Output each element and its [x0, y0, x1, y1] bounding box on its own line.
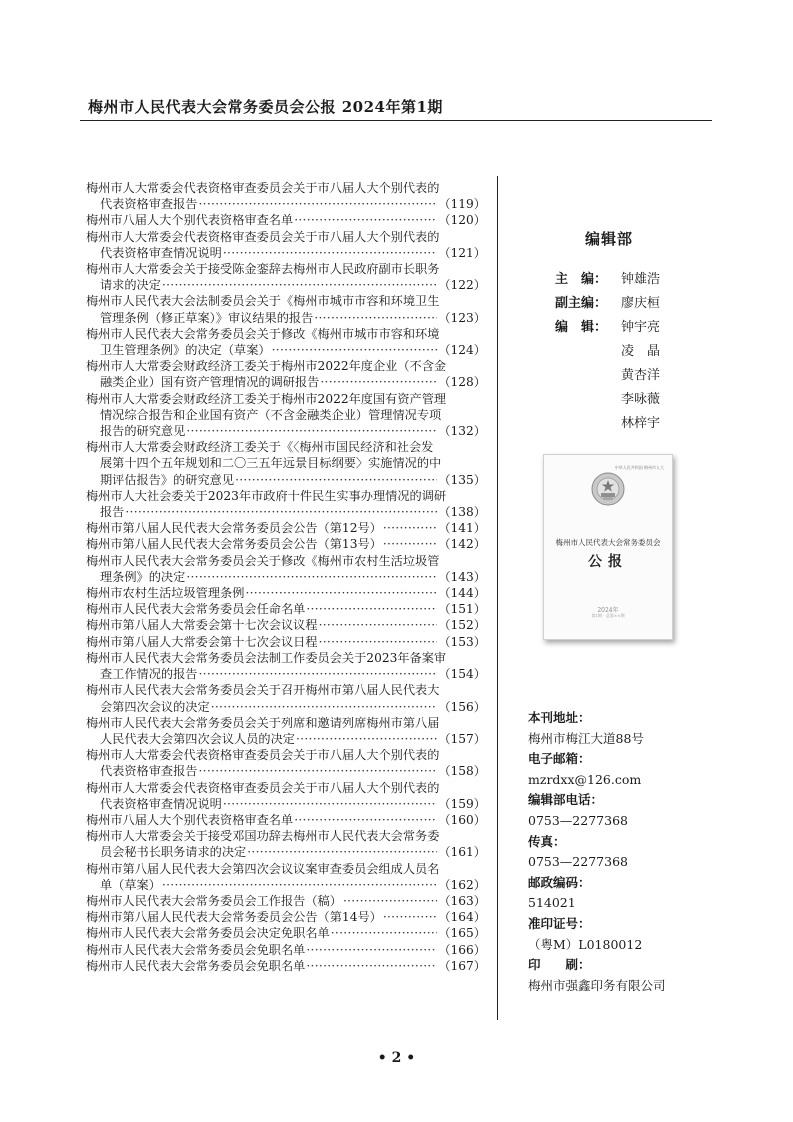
editorial-role: 编 辑： — [555, 320, 608, 335]
page-header-title: 梅州市人民代表大会常务委员会公报 2024年第1期 — [88, 98, 443, 116]
toc-entry-line: 人民代表大会第四次会议人员的决定 — [100, 731, 295, 746]
toc-entry-line: 展第十四个五年规划和二〇三五年远景目标纲要〉实施情况的中 — [100, 456, 442, 471]
toc-entry-line: 梅州市人民代表大会常务委员会关于修改《梅州市农村生活垃圾管 — [86, 553, 440, 568]
toc-entry-line: 员会秘书长职务请求的决定 — [100, 845, 247, 860]
toc-entry-last-line — [86, 342, 486, 358]
toc-page-number: （120） — [438, 213, 486, 228]
toc-entry[interactable] — [86, 212, 486, 228]
toc-leader-dots — [247, 844, 437, 860]
toc-entry-line: 会第四次会议的决定 — [100, 699, 210, 714]
toc-page-number: （144） — [438, 586, 486, 601]
toc-entry-last-line — [86, 617, 486, 633]
page-number: • 2 • — [377, 1050, 416, 1066]
toc-page-number: （165） — [438, 926, 486, 941]
editorial-role: 副主编： — [555, 296, 608, 311]
toc-entry-last-line — [86, 472, 486, 488]
toc-entry-last-line — [86, 601, 486, 617]
toc-leader-dots — [186, 423, 437, 439]
toc-entry-last-line — [86, 844, 486, 860]
toc-entry-line: 请求的决定 — [100, 278, 161, 293]
toc-entry-line: 梅州市人大常委会财政经济工委关于梅州市2022年度企业（不含金 — [86, 359, 447, 374]
toc-page-number: （158） — [438, 764, 486, 779]
toc-page-number: （122） — [438, 278, 486, 293]
toc-entry-line: 代表资格审查报告 — [100, 764, 198, 779]
toc-entry-line: 融类企业）国有资产管理情况的调研报告 — [100, 375, 320, 390]
toc-entry-last-line — [86, 942, 486, 958]
editorial-name: 凌 晶 — [621, 344, 661, 359]
toc-entry-line: 梅州市人民代表大会常务委员会免职名单 — [86, 942, 306, 957]
toc-page-number: （162） — [438, 877, 486, 892]
toc-leader-dots — [343, 893, 437, 909]
toc-entry-line: 梅州市第八届人民代表大会常务委员会公告（第12号） — [86, 521, 382, 536]
toc-entry-last-line — [86, 374, 486, 390]
toc-leader-dots — [186, 569, 437, 585]
toc-entry[interactable] — [86, 747, 486, 779]
toc-entry-line: 代表资格审查报告 — [100, 197, 198, 212]
toc-entry-last-line — [86, 504, 486, 520]
toc-page-number: （138） — [438, 505, 486, 520]
toc-page-number: （124） — [438, 343, 486, 358]
national-emblem-icon — [590, 471, 626, 507]
toc-leader-dots — [199, 666, 438, 682]
editorial-name: 林梓宇 — [621, 416, 661, 431]
toc-entry-line: 梅州市人大常委会代表资格审查委员会关于市八届人大个别代表的 — [86, 748, 440, 763]
toc-entry-last-line — [86, 666, 486, 682]
toc-page-number: （119） — [438, 197, 486, 212]
toc-entry-line: 代表资格审查情况说明 — [100, 245, 222, 260]
toc-entry[interactable] — [86, 617, 486, 633]
toc-entry-line: 梅州市人大常委会代表资格审查委员会关于市八届人大个别代表的 — [86, 780, 440, 795]
toc-entry-line: 报告 — [100, 505, 125, 520]
fax-label: 传真： — [528, 833, 566, 849]
toc-page-number: （154） — [438, 667, 486, 682]
editorial-row — [555, 388, 660, 407]
toc-leader-dots — [383, 909, 438, 925]
toc-page-number: （156） — [438, 699, 486, 714]
toc-entry-last-line — [86, 536, 486, 552]
toc-entry-line: 梅州市人大常委会关于接受陈金銮辞去梅州市人民政府副市长职务 — [86, 262, 440, 277]
toc-entry[interactable] — [86, 180, 486, 212]
toc-page-number: （151） — [438, 602, 486, 617]
toc-page-number: （161） — [438, 845, 486, 860]
toc-leader-dots — [162, 277, 437, 293]
toc-entry[interactable] — [86, 536, 486, 552]
publication-info — [528, 708, 728, 996]
toc-entry[interactable] — [86, 812, 486, 828]
toc-entry-last-line — [86, 699, 486, 715]
toc-entry-last-line — [86, 212, 486, 228]
toc-leader-dots — [199, 196, 438, 212]
toc-leader-dots — [272, 342, 438, 358]
editorial-title: 编辑部 — [585, 230, 634, 248]
toc-entry-last-line — [86, 585, 486, 601]
toc-entry[interactable] — [86, 585, 486, 601]
email-label: 电子邮箱： — [528, 751, 591, 767]
toc-entry-last-line — [86, 812, 486, 828]
printer-label: 印 刷： — [528, 957, 591, 973]
toc-entry-last-line — [86, 877, 486, 893]
toc-entry-last-line — [86, 796, 486, 812]
toc-entry-line: 梅州市人大社会委关于2023年市政府十件民生实事办理情况的调研 — [86, 488, 447, 503]
toc-page-number: （121） — [438, 245, 486, 260]
toc-leader-dots — [199, 763, 438, 779]
toc-entry-line: 报告的研究意见 — [100, 424, 186, 439]
toc-entry-last-line — [86, 245, 486, 261]
toc-leader-dots — [383, 536, 438, 552]
toc-entry-last-line — [86, 569, 486, 585]
toc-entry-line: 梅州市八届人大个别代表资格审查名单 — [86, 213, 294, 228]
toc-entry[interactable] — [86, 261, 486, 293]
toc-entry[interactable] — [86, 488, 486, 520]
toc-entry-line: 梅州市人大常委会代表资格审查委员会关于市八届人大个别代表的 — [86, 181, 440, 195]
editorial-name: 廖庆桓 — [621, 296, 661, 311]
toc-entry-line: 梅州市第八届人民代表大会第四次会议议案审查委员会组成人员名 — [86, 861, 440, 876]
toc-entry-line: 梅州市人民代表大会常务委员会任命名单 — [86, 602, 306, 617]
table-of-contents — [86, 180, 486, 974]
editorial-row — [555, 364, 660, 383]
toc-leader-dots — [306, 958, 437, 974]
toc-page-number: （153） — [438, 634, 486, 649]
toc-entry[interactable] — [86, 682, 486, 714]
toc-page-number: （163） — [438, 893, 486, 908]
toc-entry-line: 梅州市人民代表大会常务委员会免职名单 — [86, 958, 306, 973]
postcode-value: 514021 — [528, 895, 576, 911]
cover-issue: 第1期 · 总第××期 — [591, 613, 625, 618]
toc-entry[interactable] — [86, 909, 486, 925]
toc-entry-last-line — [86, 909, 486, 925]
toc-page-number: （164） — [438, 910, 486, 925]
toc-leader-dots — [314, 310, 437, 326]
toc-entry[interactable] — [86, 326, 486, 358]
phone-value: 0753—2277368 — [528, 812, 628, 828]
toc-entry-line: 梅州市人民代表大会常务委员会关于列席和邀请列席梅州市第八届 — [86, 715, 440, 730]
toc-entry-line: 梅州市农村生活垃圾管理条例 — [86, 586, 245, 601]
toc-entry[interactable] — [86, 553, 486, 585]
toc-entry-last-line — [86, 634, 486, 650]
permit-label: 准印证号： — [528, 915, 591, 931]
toc-entry[interactable] — [86, 925, 486, 941]
toc-entry[interactable] — [86, 893, 486, 909]
toc-entry[interactable] — [86, 715, 486, 747]
toc-entry[interactable] — [86, 358, 486, 390]
toc-entry[interactable] — [86, 391, 486, 440]
editorial-row — [555, 268, 660, 287]
column-divider — [497, 176, 498, 1020]
toc-page-number: （135） — [438, 472, 486, 487]
toc-leader-dots — [162, 877, 437, 893]
toc-entry-last-line — [86, 893, 486, 909]
toc-page-number: （167） — [438, 958, 486, 973]
toc-entry-line: 梅州市人大常委会财政经济工委关于《〈梅州市国民经济和社会发 — [86, 440, 434, 455]
toc-entry-line: 梅州市人民代表大会常务委员会关于召开梅州市第八届人民代表大 — [86, 683, 440, 698]
email-value: mzrdxx@126.com — [528, 771, 642, 787]
toc-entry-line: 梅州市人大常委会代表资格审查委员会关于市八届人大个别代表的 — [86, 229, 440, 244]
toc-entry-line: 期评估报告》的研究意见 — [100, 472, 235, 487]
toc-entry-line: 管理条例（修正草案）》审议结果的报告 — [100, 310, 314, 325]
toc-entry-last-line — [86, 310, 486, 326]
journal-cover-image — [543, 454, 673, 640]
toc-entry-line: 梅州市人民代表大会常务委员会关于修改《梅州市城市市容和环境 — [86, 326, 440, 341]
toc-leader-dots — [235, 472, 437, 488]
toc-page-number: （152） — [438, 618, 486, 633]
toc-entry-line: 梅州市人大常委会财政经济工委关于梅州市2022年度国有资产管理 — [86, 391, 447, 406]
toc-page-number: （123） — [438, 310, 486, 325]
toc-entry-line: 梅州市第八届人民代表大会常务委员会公告（第14号） — [86, 910, 382, 925]
toc-page-number: （143） — [438, 569, 486, 584]
editorial-name: 钟宇亮 — [621, 320, 661, 335]
toc-entry[interactable] — [86, 650, 486, 682]
toc-entry-line: 理条例》的决定 — [100, 569, 186, 584]
toc-entry-line: 梅州市人大常委会关于接受邓国功辞去梅州市人民代表大会常务委 — [86, 829, 440, 844]
cover-org-name: 梅州市人民代表大会常务委员会 — [555, 538, 661, 547]
editorial-row — [555, 412, 660, 431]
toc-entry[interactable] — [86, 942, 486, 958]
toc-leader-dots — [306, 601, 437, 617]
toc-leader-dots — [211, 699, 438, 715]
toc-entry[interactable] — [86, 439, 486, 488]
toc-entry-line: 梅州市第八届人大常委会第十七次会议议程 — [86, 618, 318, 633]
toc-page-number: （132） — [438, 424, 486, 439]
toc-entry-line: 梅州市第八届人民代表大会常务委员会公告（第13号） — [86, 537, 382, 552]
postcode-label: 邮政编码： — [528, 874, 591, 890]
address-value: 梅州市梅江大道88号 — [528, 730, 644, 746]
address-label: 本刊地址： — [528, 710, 591, 725]
cover-title: 公报 — [588, 554, 628, 570]
toc-leader-dots — [125, 504, 437, 520]
toc-entry-line: 情况综合报告和企业国有资产（不含金融类企业）管理情况专项 — [100, 407, 442, 422]
toc-leader-dots — [296, 731, 437, 747]
toc-page-number: （166） — [438, 942, 486, 957]
toc-page-number: （160） — [438, 812, 486, 827]
toc-entry-line: 梅州市八届人大个别代表资格审查名单 — [86, 812, 294, 827]
toc-leader-dots — [294, 212, 437, 228]
fax-value: 0753—2277368 — [528, 854, 628, 870]
toc-leader-dots — [223, 245, 437, 261]
toc-leader-dots — [294, 812, 437, 828]
toc-page-number: （159） — [438, 796, 486, 811]
toc-entry[interactable] — [86, 229, 486, 261]
permit-value: （粤M）L0180012 — [528, 936, 643, 952]
header-rule — [80, 120, 712, 121]
toc-entry-last-line — [86, 423, 486, 439]
toc-leader-dots — [320, 374, 437, 390]
printer-value: 梅州市强鑫印务有限公司 — [528, 977, 666, 993]
toc-entry-line: 梅州市人民代表大会法制委员会关于《梅州市城市市容和环境卫生 — [86, 294, 440, 309]
toc-entry-last-line — [86, 925, 486, 941]
toc-entry[interactable] — [86, 828, 486, 860]
toc-leader-dots — [245, 585, 437, 601]
toc-entry-line: 梅州市人民代表大会常务委员会法制工作委员会关于2023年备案审 — [86, 650, 447, 665]
toc-entry-last-line — [86, 196, 486, 212]
toc-entry-last-line — [86, 277, 486, 293]
toc-leader-dots — [319, 617, 438, 633]
toc-page-number: （157） — [438, 731, 486, 746]
toc-page-number: （128） — [438, 375, 486, 390]
toc-page-number: （142） — [438, 537, 486, 552]
toc-entry-last-line — [86, 958, 486, 974]
toc-entry-line: 单（草案） — [100, 877, 161, 892]
editorial-row — [555, 292, 660, 311]
phone-label: 编辑部电话： — [528, 792, 604, 808]
toc-entry-line: 梅州市人民代表大会常务委员会决定免职名单 — [86, 926, 330, 941]
toc-entry[interactable] — [86, 780, 486, 812]
toc-page-number: （141） — [438, 521, 486, 536]
editorial-role: 主 编： — [555, 272, 608, 287]
toc-entry-last-line — [86, 763, 486, 779]
editorial-name: 黄杏洋 — [621, 368, 661, 383]
toc-entry-last-line — [86, 731, 486, 747]
toc-entry[interactable] — [86, 958, 486, 974]
toc-leader-dots — [331, 925, 438, 941]
cover-year: 2024年 — [597, 607, 619, 614]
editorial-name: 钟雄浩 — [621, 272, 661, 287]
editorial-name: 李咏薇 — [621, 392, 661, 407]
toc-entry[interactable] — [86, 634, 486, 650]
toc-entry[interactable] — [86, 601, 486, 617]
toc-leader-dots — [306, 942, 437, 958]
toc-leader-dots — [383, 520, 438, 536]
toc-entry-line: 代表资格审查情况说明 — [100, 796, 222, 811]
toc-leader-dots — [319, 634, 438, 650]
toc-entry[interactable] — [86, 520, 486, 536]
toc-entry[interactable] — [86, 861, 486, 893]
toc-entry-line: 查工作情况的报告 — [100, 667, 198, 682]
editorial-row — [555, 340, 660, 359]
toc-entry-last-line — [86, 520, 486, 536]
cover-corner-text: 中华人民共和国 梅州市人大 — [614, 465, 664, 470]
toc-leader-dots — [223, 796, 437, 812]
editorial-row — [555, 316, 660, 335]
toc-entry[interactable] — [86, 293, 486, 325]
toc-entry-line: 梅州市第八届人大常委会第十七次会议日程 — [86, 634, 318, 649]
toc-entry-line: 卫生管理条例》的决定（草案） — [100, 343, 271, 358]
toc-entry-line: 梅州市人民代表大会常务委员会工作报告（稿） — [86, 893, 342, 908]
